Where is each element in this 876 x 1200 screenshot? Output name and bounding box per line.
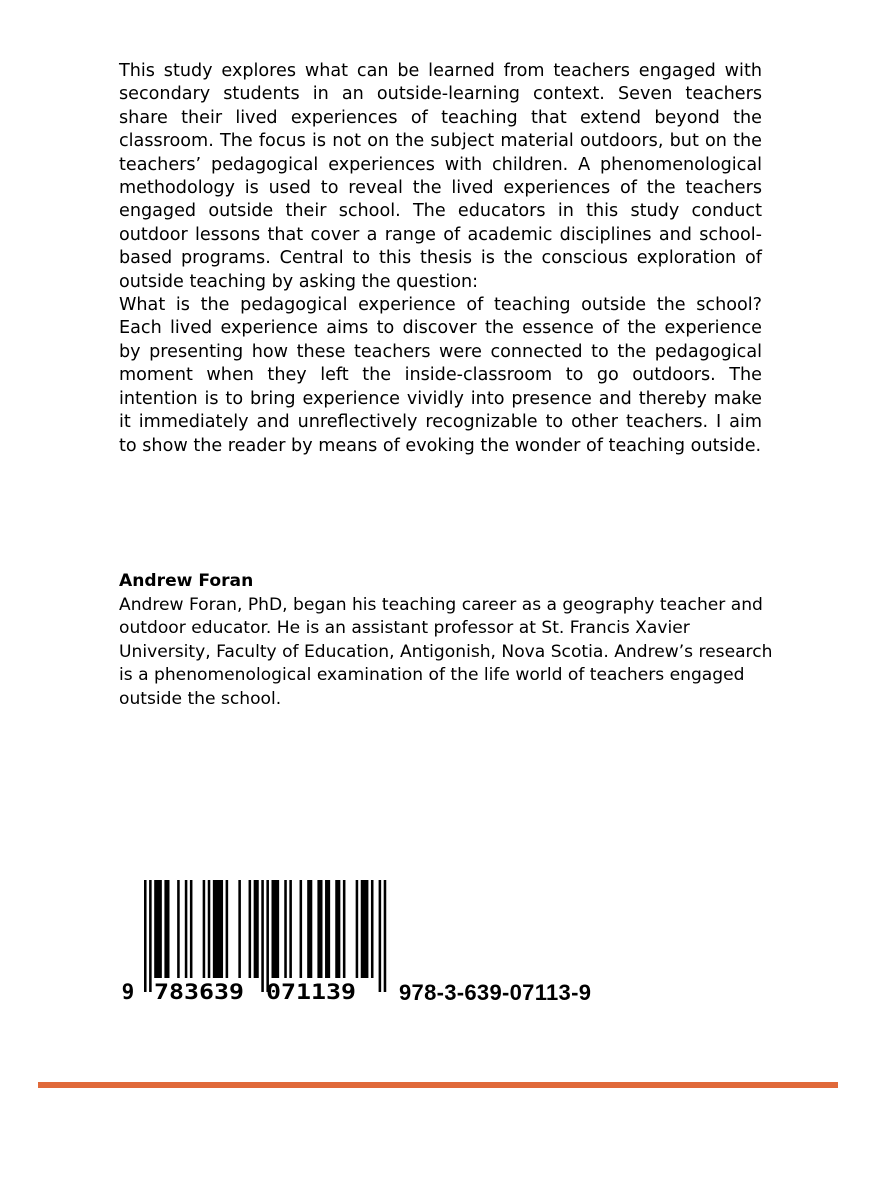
barcode-bar <box>164 880 169 978</box>
barcode-bar <box>343 880 346 978</box>
accent-rule <box>38 1082 838 1088</box>
back-cover-blurb <box>119 60 762 458</box>
barcode-bar <box>356 880 359 978</box>
barcode-bar <box>154 880 162 978</box>
barcode-guard-bar <box>379 880 382 992</box>
barcode-bar <box>177 880 180 978</box>
barcode-bar <box>190 880 193 978</box>
barcode-bars <box>144 880 386 992</box>
author-section <box>119 570 779 712</box>
barcode-guard-bar <box>384 880 387 992</box>
isbn-number: 978-3-639-07113-9 <box>399 980 592 1005</box>
barcode-bar <box>249 880 252 978</box>
barcode-digits-left: 783639 <box>154 980 244 1004</box>
barcode-guard-bar <box>266 880 269 992</box>
barcode-bar <box>226 880 229 978</box>
barcode-bar <box>289 880 292 978</box>
blurb-paragraph-2: What is the pedagogical experience of teaching outside the school? Each lived experience aims to discover the essence of the experience by presenting how these teachers were connected to the pedagogical moment when they left the inside-classroom to go outdoors. The intention is to bring experience vividly into presence and thereby make it immediately and unreflectively recognizable to other teachers. I aim to show the reader by means of evoking the wonder of teaching outside. <box>119 295 762 456</box>
barcode-digit-first: 9 <box>121 980 135 1004</box>
barcode-guard-bar <box>149 880 152 992</box>
barcode-bar <box>317 880 322 978</box>
isbn-barcode <box>121 878 384 1008</box>
barcode-bar <box>208 880 211 978</box>
barcode-bar <box>325 880 330 978</box>
author-name: Andrew Foran <box>119 571 254 591</box>
barcode-digits-right: 071139 <box>266 980 356 1004</box>
barcode-bar <box>307 880 312 978</box>
barcode-bar <box>272 880 280 978</box>
barcode-bar <box>284 880 287 978</box>
barcode-bar <box>238 880 241 978</box>
barcode-bar <box>203 880 206 978</box>
author-bio: Andrew Foran, PhD, began his teaching career as a geography teacher and outdoor educator. He is an assistant professor at St. Francis Xavier University, Faculty of Education, Antigonish, Nova Scotia. Andrew’s research is a phenomenological examination of the life world of teachers engaged outside the school. <box>119 594 773 709</box>
barcode-guard-bar <box>261 880 264 992</box>
barcode-bar <box>300 880 303 978</box>
barcode-bar <box>361 880 369 978</box>
barcode-bar <box>371 880 374 978</box>
blurb-paragraph-1: This study explores what can be learned from teachers engaged with secondary students in an outside-learning context. Seven teachers share their lived experiences of teaching that extend beyond the classroom. The focus is not on the subject material outdoors, but on the teachers’ pedagogical experiences with children. A phenomenological methodology is used to reveal the lived experiences of the teachers engaged outside their school. The educators in this study conduct outdoor lessons that cover a range of academic disciplines and school-based programs. Central to this thesis is the conscious exploration of outside teaching by asking the question: <box>119 61 762 292</box>
barcode-bar <box>254 880 259 978</box>
barcode-guard-bar <box>144 880 147 992</box>
barcode-bar <box>335 880 340 978</box>
barcode-bar <box>213 880 223 978</box>
barcode-bar <box>185 880 188 978</box>
